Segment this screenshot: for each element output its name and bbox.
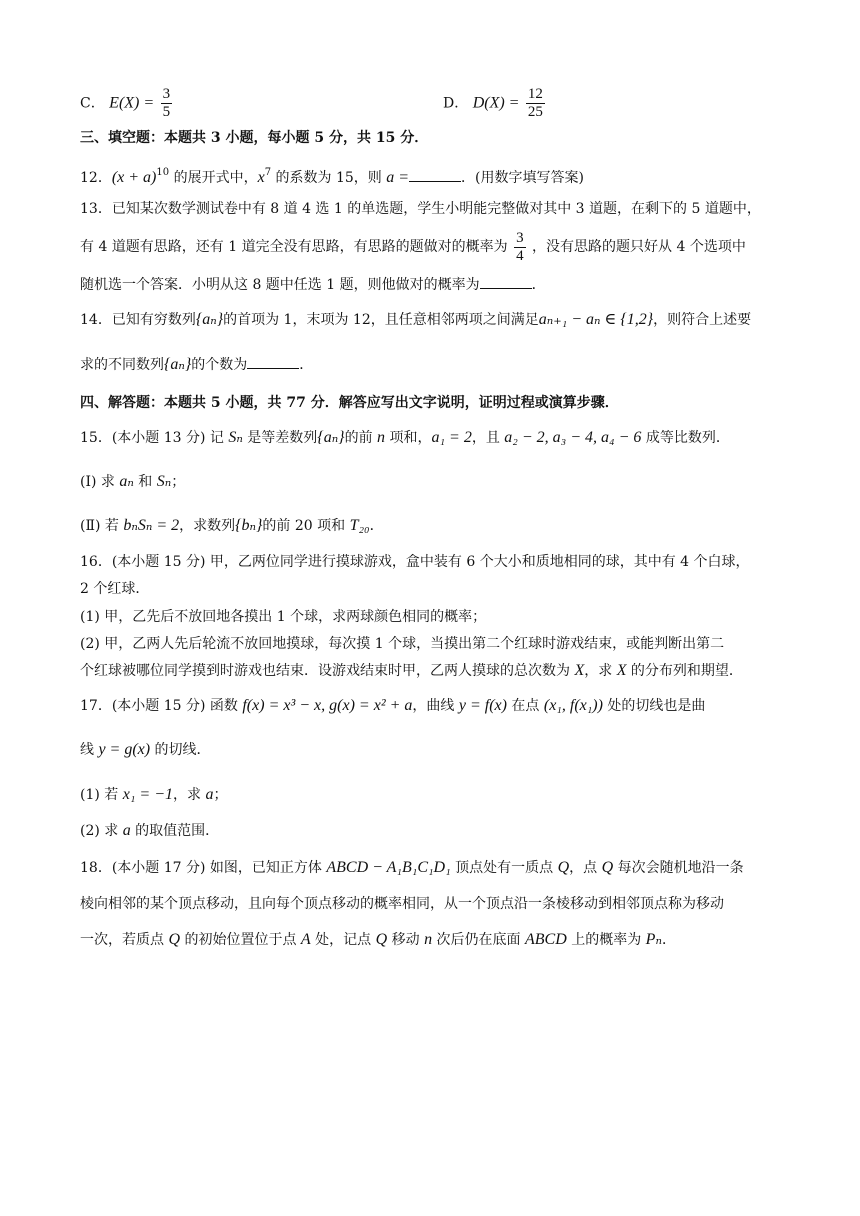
q15-p1-an: aₙ — [119, 473, 134, 490]
q15-p2-bn: {bₙ} — [235, 517, 263, 534]
q17-p1-text-a: (1) 若 — [80, 787, 123, 803]
q13-answer-blank[interactable] — [480, 274, 532, 289]
q14-answer-blank[interactable] — [247, 354, 299, 369]
q15-p2-text-d: ． — [369, 518, 384, 534]
q18-n: n — [424, 931, 433, 948]
q15-text-b: 是等差数列 — [242, 430, 318, 446]
q16-x: X — [574, 662, 585, 679]
q16-line-1: 16．(本小题 15 分) 甲，乙两位同学进行摸球游戏，盒中装有 6 个大小和质地相同的球，其中有 4 个白球， — [80, 554, 750, 570]
q18-q-4: Q — [375, 931, 388, 948]
q18-line-2: 棱向相邻的某个顶点移动，且向每个顶点移动的概率相同，从一个顶点沿一条棱移动到相邻顶点称为移动 — [80, 896, 724, 912]
option-c-fraction — [161, 86, 173, 121]
q17-p2-a: a — [122, 822, 131, 839]
q15-p2-cond: bₙSₙ = 2 — [123, 517, 180, 534]
option-c-label: C． — [80, 95, 105, 112]
q13-denominator: 4 — [516, 247, 524, 264]
q13-text-a: 有 4 道题有思路，还有 1 道完全没有思路，有思路的题做对的概率为 — [80, 239, 508, 255]
q14-sequence: {aₙ} — [195, 311, 224, 328]
q18-base: ABCD — [524, 931, 567, 948]
q13-text-b: ，没有思路的题只好从 4 个选项中 — [532, 239, 746, 255]
q18-text-i: 次后仍在底面 — [432, 932, 525, 948]
option-c-denominator: 5 — [162, 104, 171, 120]
q14-text-d: 求的不同数列 — [80, 357, 164, 373]
q14-line-1 — [80, 310, 784, 330]
q16-part-1: (1) 甲，乙先后不放回地各摸出 1 个球，求两球颜色相同的概率； — [80, 609, 487, 625]
q14-sequence-2: {aₙ} — [164, 356, 192, 373]
q17-p1-cond: x₁ = −1 — [122, 786, 173, 803]
option-d-denominator: 25 — [527, 104, 543, 120]
q12-text-2: 的系数为 15，则 — [271, 170, 387, 186]
q15-text-d: 项和， — [385, 430, 432, 446]
q17-line-1 — [80, 696, 784, 716]
q18-q-2: Q — [601, 859, 614, 876]
q13-numerator: 3 — [516, 229, 524, 246]
q17-curve: y = f(x) — [458, 697, 507, 714]
q18-q: Q — [557, 859, 570, 876]
q12-text-1: 的展开式中， — [169, 170, 258, 186]
q18-q-3: Q — [168, 931, 181, 948]
q16-part-2-line-1: (2) 甲，乙两人先后轮流不放回地摸球，每次摸 1 个球，当摸出第二个红球时游戏结束，或能判断出第二 — [80, 636, 725, 652]
q14-text-end: ． — [299, 357, 314, 373]
q12-number: 12． — [80, 170, 112, 186]
q17-part-2 — [80, 821, 784, 841]
option-d — [443, 86, 784, 121]
q13-line-3 — [80, 274, 784, 295]
q15-p2-text-a: (Ⅱ) 若 — [80, 518, 124, 534]
q15-p2-text-c: 的前 20 项和 — [262, 518, 350, 534]
q15-part-1 — [80, 472, 784, 492]
q15-p1-text-b: 和 — [133, 474, 157, 490]
q15-text-f: 成等比数列． — [641, 430, 730, 446]
q18-text-h: 移动 — [387, 932, 425, 948]
option-c-expr: E(X) = — [109, 94, 155, 112]
q16-text-c: ，求 — [584, 663, 617, 679]
q17-curve-2: y = g(x) — [98, 741, 151, 758]
q17-p2-text-b: 的取值范围． — [130, 823, 220, 839]
q16-text-b: 个红球被哪位同学摸到时游戏也结束．设游戏结束时甲，乙两人摸球的总次数为 — [80, 663, 575, 679]
q17-point: (x₁, f(x₁)) — [543, 697, 603, 714]
option-d-expr: D(X) = — [472, 94, 520, 112]
q18-a: A — [300, 931, 311, 948]
q18-line-3 — [80, 930, 784, 950]
section-3-heading: 三、填空题：本题共 3 小题，每小题 5 分，共 15 分． — [80, 130, 429, 146]
q16-part-2-line-2 — [80, 661, 784, 681]
q17-line-2 — [80, 740, 784, 760]
q15-an: {aₙ} — [317, 429, 345, 446]
q15-geometric: a₂ − 2, a₃ − 4, a₄ − 6 — [504, 429, 642, 446]
q18-line-1 — [80, 858, 784, 878]
q17-text-f: 的切线． — [150, 742, 211, 758]
q13-line-2 — [80, 229, 784, 265]
q14-condition: aₙ₊₁ − aₙ ∈ {1,2} — [538, 311, 654, 328]
q12-binomial: (x + a) — [111, 169, 157, 186]
q12-exponent: 10 — [156, 167, 170, 178]
q17-text-a: 17．(本小题 15 分) 函数 — [80, 698, 243, 714]
option-d-fraction — [526, 86, 545, 121]
q13-line-1: 13．已知某次数学测试卷中有 8 道 4 选 1 的单选题，学生小明能完整做对其中 3 道题，在剩下的 5 道题中， — [80, 201, 761, 217]
q15-p1-text-c: ； — [171, 474, 186, 490]
q15-a1: a₁ = 2 — [431, 429, 472, 446]
q15-text-a: 15．(本小题 13 分) 记 — [80, 430, 229, 446]
q15-line-1 — [80, 428, 784, 448]
q17-text-d: 处的切线也是曲 — [602, 698, 706, 714]
q12-x: x — [257, 169, 265, 186]
q18-text-a: 18．(本小题 17 分) 如图，已知正方体 — [80, 860, 327, 876]
q13-text-end: ． — [531, 277, 546, 293]
q12-a: a = — [386, 169, 410, 186]
q17-text-e: 线 — [80, 742, 99, 758]
q18-text-e: 一次，若质点 — [80, 932, 169, 948]
q17-p1-text-c: ； — [213, 787, 228, 803]
q17-text-b: ，曲线 — [412, 698, 459, 714]
q18-text-b: 顶点处有一质点 — [450, 860, 558, 876]
q18-text-c: ，点 — [569, 860, 602, 876]
option-d-numerator: 12 — [527, 86, 543, 102]
question-12 — [80, 163, 784, 188]
q12-x-exponent: 7 — [264, 167, 272, 178]
q13-fraction — [514, 230, 526, 265]
q12-answer-blank[interactable] — [409, 167, 461, 182]
q15-p1-sn: Sₙ — [156, 473, 172, 490]
section-4-heading: 四、解答题：本题共 5 小题，共 77 分．解答应写出文字说明，证明过程或演算步骤． — [80, 395, 619, 411]
q17-part-1 — [80, 785, 784, 805]
q14-line-2 — [80, 354, 784, 375]
q14-text-a: 14．已知有穷数列 — [80, 312, 196, 328]
option-c-numerator: 3 — [162, 86, 171, 102]
option-d-label: D． — [443, 95, 469, 112]
q15-p1-text-a: (Ⅰ) 求 — [80, 474, 120, 490]
q15-p2-t20: T₂₀ — [349, 517, 370, 534]
q18-text-k: ． — [661, 932, 676, 948]
q15-part-2 — [80, 516, 784, 536]
q18-cube: ABCD − A₁B₁C₁D₁ — [326, 859, 451, 876]
q14-text-e: 的个数为 — [191, 357, 248, 373]
q16-x-2: X — [616, 662, 627, 679]
q18-pn: Pₙ — [645, 931, 662, 948]
q15-text-e: ，且 — [471, 430, 505, 446]
q18-text-g: 处，记点 — [310, 932, 376, 948]
q16-text-d: 的分布列和期望． — [626, 663, 743, 679]
q15-n: n — [377, 429, 386, 446]
q15-p2-text-b: ，求数列 — [179, 518, 236, 534]
q12-text-3: ．(用数字填写答案) — [461, 170, 584, 186]
q18-text-d: 每次会随机地沿一条 — [613, 860, 744, 876]
q17-text-c: 在点 — [506, 698, 544, 714]
q14-text-b: 的首项为 1，末项为 12，且任意相邻两项之间满足 — [223, 312, 539, 328]
q15-text-c: 的前 — [344, 430, 378, 446]
q17-p1-a: a — [205, 786, 214, 803]
q17-functions: f(x) = x³ − x, g(x) = x² + a — [242, 697, 413, 714]
q16-line-2: 2 个红球． — [80, 581, 150, 597]
q15-sn: Sₙ — [228, 429, 243, 446]
q18-text-f: 的初始位置位于点 — [180, 932, 301, 948]
q17-p2-text-a: (2) 求 — [80, 823, 123, 839]
q18-text-j: 上的概率为 — [566, 932, 646, 948]
q13-text-c: 随机选一个答案．小明从这 8 题中任选 1 题，则他做对的概率为 — [80, 277, 480, 293]
q14-text-c: ，则符合上述要 — [653, 312, 752, 328]
q17-p1-text-b: ，求 — [173, 787, 206, 803]
